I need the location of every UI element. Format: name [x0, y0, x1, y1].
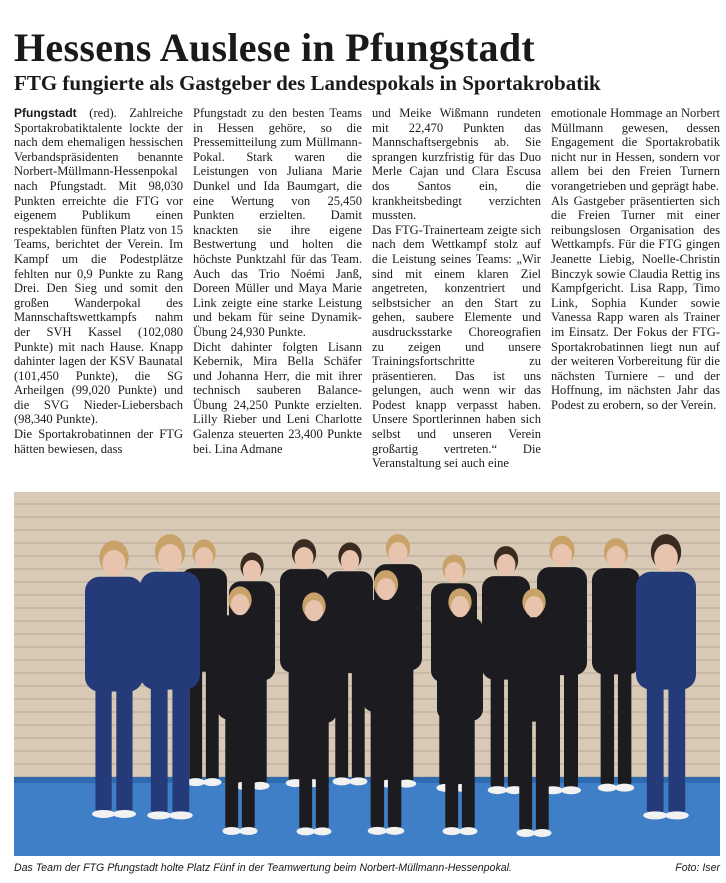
athlete-back-4-shoe-left [333, 777, 351, 785]
athlete-back-4-shoe-right [349, 777, 367, 785]
coach-right-shoe-right [665, 811, 689, 819]
paragraph: Dicht dahinter folgten Lisann Kebernik, Mira Bella Schäfer und Johanna Herr, die mit ihrer technisch sauberen Balance-Übung 24,250 Punkte erzielten. Lilly Rieber und Leni Charlotte Galenza steuerten 23,400 Punkte bei. Lina Admane [193, 339, 362, 456]
photo-caption [14, 861, 720, 875]
athlete-front-5-shoe-right [533, 829, 551, 837]
athlete-front-4-leg-left [445, 714, 458, 829]
article-body [14, 106, 720, 490]
athlete-front-3-face [376, 578, 395, 600]
paragraph: emotionale Hommage an Norbert Müllmann gewesen, dessen Engagement die Sportakrobatik nicht nur in Hessen, sondern vor allem bei den Freien Turnern vorangetrieben und geprägt habe. [551, 106, 720, 193]
athlete-back-2-face [243, 560, 261, 581]
athlete-front-1-torso [217, 615, 263, 719]
article-column-4 [551, 106, 720, 490]
subheadline: FTG fungierte als Gastgeber des Landespokals in Sportakrobatik [14, 71, 601, 95]
coach-left-face [103, 550, 126, 577]
athlete-back-9-leg-right [618, 667, 631, 785]
paragraph: Als Gastgeber präsentierten sich die Freien Turner mit einer reibungslosen Organisation des Wettkampfs. Für die FTG gingen Jeanette Liebig, Noelle-Christin Binczyk sowie Claudia Rettig ins Kampfgericht. Lisa Rapp, Timo Link, Sophia Kunder sowie Vanessa Rapp waren als Trainer im Einsatz. Der Fokus der FTG-Sportakrobatinnen liegt nun auf der weiteren Vorbereitung für die nächsten Turniere – und der Hoffnung, im nächsten Jahr das Podest zu erobern, so der Verein. [551, 193, 720, 412]
paragraph: Das FTG-Trainerteam zeigte sich nach dem Wettkampf stolz auf die Leistung seines Teams: „Wir sind mit einem klaren Ziel angetreten, konzentriert und selbstsicher an den Start zu gehen, saubere Elemente und ausdrucksstarke Choreografien zu zeigen und unsere Trainingsfortschritte zu präsentieren. Das ist uns gelungen, auch wenn wir das Podest knapp verpasst haben. Unsere Sportlerinnen haben sich selbst und unseren Verein großartig vertreten.“ Die Veranstaltung sei auch eine [372, 222, 541, 471]
athlete-front-1-face [231, 594, 249, 615]
caption-text: Das Team der FTG Pfungstadt holte Platz Fünf in der Teamwertung beim Norbert-Müllmann-Hessenpokal. [14, 862, 512, 874]
athlete-back-8-leg-right [564, 668, 578, 788]
paragraph [14, 106, 183, 427]
athlete-back-8-shoe-right [561, 786, 581, 794]
athlete-front-2-shoe-right [313, 827, 331, 835]
article-column-1 [14, 106, 183, 490]
athlete-front-1-leg-right [242, 713, 255, 829]
athlete-back-7-shoe-left [488, 786, 507, 794]
coach-2-face [158, 544, 182, 572]
paragraph: Die Sportakrobatinnen der FTG hätten bewiesen, dass [14, 427, 183, 456]
athlete-front-3-torso [362, 600, 410, 712]
coach-2-shoe-right [169, 811, 193, 819]
athlete-front-2-face [305, 600, 323, 621]
coach-2-shoe-left [147, 811, 171, 819]
athlete-back-7-leg-left [491, 673, 504, 788]
athlete-back-4-face [341, 550, 359, 571]
athlete-back-9-torso [592, 568, 640, 674]
athlete-front-5-face [525, 596, 543, 617]
athlete-front-5-leg-right [536, 715, 549, 831]
athlete-back-7-face [496, 554, 515, 576]
coach-right-torso [636, 572, 696, 690]
athlete-front-3-leg-right [388, 704, 401, 828]
article-column-3 [372, 106, 541, 490]
athlete-back-9-leg-left [601, 667, 614, 785]
paragraph: und Meike Wißmann rundeten mit 22,470 Punkten das Mannschaftsergebnis ab. Sie sprangen kurzfristig für das Duo Merle Cajan und Clara Escusa dos Santos ein, die krankheitsbedingt verzichten mussten. [372, 106, 541, 223]
paragraph: Pfungstadt zu den besten Teams in Hessen gehöre, so die Pressemitteilung zum Müllmann-Pokal. Stark waren die Leistungen von Juliana Marie Dunkel und Ida Baumgart, die eine Wertung von 25,450 Punkten erzielten. Damit knackten sie ihre eigene Bestwertung und holten die höchste Punktzahl für das Team. Auch das Trio Noémi Janß, Doreen Müller und Maya Marie Link zeigte eine starke Leistung und bekam für seine Dynamik-Übung 24,930 Punkte. [193, 106, 362, 339]
athlete-front-2-torso [291, 621, 337, 723]
athlete-front-4-torso [437, 617, 483, 721]
athlete-back-1-shoe-right [203, 778, 221, 786]
coach-left-torso [85, 577, 143, 692]
athlete-front-4-shoe-right [459, 827, 477, 835]
athlete-front-3-shoe-left [368, 827, 387, 835]
paragraph-text: (red). Zahlreiche Sportakrobatiktalente lockte der nach dem ehemaligen hessischen Verbandspräsidenten benannte Norbert-Müllmann-Hessenpokal nach Pfungstadt. Mit 98,030 Punkten erreichte die FTG vor eigenem Publikum einen respektablen fünften Platz von 15 Teams, berichtet der Verein. Im Kampf um die Podestplätze fehlten nur 0,9 Punkte zu Rang Drei. Den Sieg und somit den großen Wanderpokal des Mannschaftswettkampfs nahm der SVH Kassel (102,080 Punkte) mit nach Hause. Knapp dahinter lagen der KSV Baunatal (101,450 Punkte), die SG Arheilgen (99,020 Punkte) und die SVG Nieder-Liebersbach (98,340 Punkte). [14, 106, 183, 427]
athlete-front-5-torso [511, 617, 557, 721]
athlete-front-5-leg-left [519, 715, 532, 831]
athlete-front-4-leg-right [462, 714, 475, 829]
team-photo [14, 492, 720, 856]
athlete-front-5-shoe-left [517, 829, 535, 837]
athlete-front-4-shoe-left [443, 827, 461, 835]
athlete-back-1-face [195, 547, 213, 568]
coach-left-leg-left [95, 684, 111, 812]
athlete-back-3-face [294, 547, 313, 569]
coach-left-leg-right [116, 684, 132, 812]
athlete-front-2-shoe-left [297, 827, 315, 835]
coach-left-shoe-left [92, 810, 115, 818]
coach-right-leg-right [668, 682, 685, 813]
athlete-back-6-face [445, 562, 463, 583]
athlete-front-1-shoe-right [239, 827, 257, 835]
athlete-front-1-leg-left [225, 713, 238, 829]
coach-2-leg-right [172, 682, 189, 813]
athlete-back-9-shoe-left [598, 784, 617, 792]
athlete-back-1-leg-right [206, 665, 219, 780]
athlete-front-4-face [451, 596, 469, 617]
athlete-back-9-shoe-right [615, 784, 634, 792]
dateline: Pfungstadt [14, 106, 77, 120]
coach-right-leg-left [647, 682, 664, 813]
coach-2-leg-left [151, 682, 168, 813]
article-column-2 [193, 106, 362, 490]
athlete-front-2-leg-right [316, 716, 329, 829]
athlete-front-1-shoe-left [223, 827, 241, 835]
coach-right-face [654, 544, 678, 572]
headline: Hessens Auslese in Pfungstadt [14, 25, 536, 70]
coach-left-shoe-right [113, 810, 136, 818]
team-photo-illustration [14, 492, 720, 856]
athlete-back-9-face [606, 546, 625, 568]
athlete-front-3-shoe-right [385, 827, 404, 835]
athlete-front-3-leg-left [371, 704, 384, 828]
photo-credit: Foto: Iser [675, 862, 720, 874]
athlete-back-4-leg-left [335, 666, 348, 779]
athlete-back-1-shoe-left [187, 778, 205, 786]
athlete-back-8-face [552, 544, 572, 567]
coach-right-shoe-left [643, 811, 667, 819]
athlete-front-2-leg-left [299, 716, 312, 829]
coach-2-torso [140, 572, 200, 690]
athlete-back-5-face [388, 542, 407, 564]
